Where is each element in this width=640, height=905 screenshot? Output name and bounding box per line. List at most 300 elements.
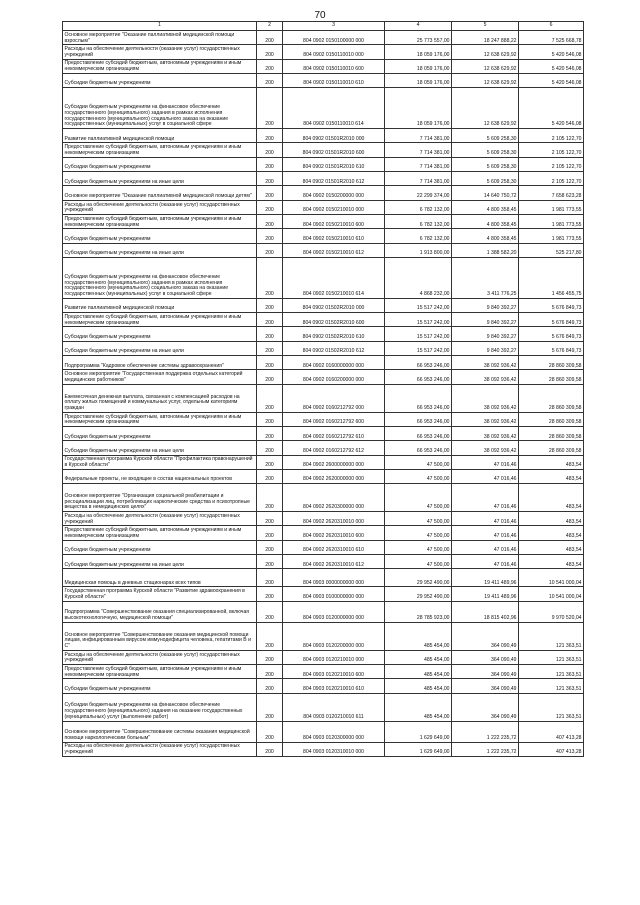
row-executed-cell: 12 638 629,92 (452, 73, 519, 87)
row-executed-cell: 9 840 392,27 (452, 313, 519, 327)
row-name-cell: Предоставление субсидий бюджетным, автономным учреждениям и иным некоммерческим организациям (63, 214, 257, 228)
row-approved-cell: 15 517 242,00 (385, 327, 452, 341)
row-code-cell: 200 (257, 172, 283, 186)
row-approved-cell: 66 953 246,00 (385, 384, 452, 412)
row-name-cell: Субсидии бюджетным учреждениям на финансовое обеспечение государственного (муниципального) задания в рамках исполнения государственного (муниципального) социального заказа на оказание государственных (муниципальных) услуг в социальной сфере (63, 257, 257, 298)
row-kbk-cell: 804 0902 01501R2010 610 (283, 157, 385, 171)
row-kbk-cell: 804 0902 01501R2010 000 (283, 129, 385, 143)
row-approved-cell: 47 500,00 (385, 526, 452, 540)
table-row (63, 441, 584, 455)
row-approved-cell: 47 500,00 (385, 455, 452, 469)
row-code-cell: 200 (257, 45, 283, 59)
row-executed-cell: 38 092 936,42 (452, 441, 519, 455)
row-remaining-cell: 7 658 623,28 (519, 186, 584, 200)
row-name-cell: Предоставление субсидий бюджетным, автономным учреждениям и иным некоммерческим организациям (63, 143, 257, 157)
row-executed-cell: 47 016,46 (452, 540, 519, 554)
row-kbk-cell: 804 0903 0120300000 000 (283, 721, 385, 742)
table-row (63, 214, 584, 228)
row-remaining-cell: 483,54 (519, 484, 584, 512)
row-remaining-cell: 7 525 668,78 (519, 31, 584, 45)
table-row (63, 298, 584, 312)
table-row (63, 601, 584, 622)
row-remaining-cell: 5 420 546,08 (519, 73, 584, 87)
table-row (63, 569, 584, 587)
table-row (63, 469, 584, 483)
row-approved-cell: 18 059 176,00 (385, 59, 452, 73)
row-remaining-cell: 483,54 (519, 455, 584, 469)
row-code-cell: 200 (257, 129, 283, 143)
row-executed-cell: 1 222 235,72 (452, 742, 519, 756)
row-kbk-cell: 804 0902 0150210010 600 (283, 214, 385, 228)
row-executed-cell: 4 800 358,45 (452, 229, 519, 243)
table-row (63, 679, 584, 693)
row-code-cell: 200 (257, 341, 283, 355)
row-name-cell: Субсидии бюджетным учреждениям (63, 540, 257, 554)
row-name-cell: Субсидии бюджетным учреждениям на финансовое обеспечение государственного (муниципального) задания на оказание государственных (муниципальных) услуг (выполнение работ) (63, 693, 257, 721)
row-name-cell: Расходы на обеспечение деятельности (оказание услуг) государственных учреждений (63, 512, 257, 526)
table-row (63, 172, 584, 186)
table-header-row (63, 22, 584, 31)
row-name-cell: Основное мероприятие "Оказание паллиативной медицинской помощи детям" (63, 186, 257, 200)
row-remaining-cell: 121 363,51 (519, 650, 584, 664)
row-kbk-cell: 804 0902 01502R2010 612 (283, 341, 385, 355)
table-row (63, 526, 584, 540)
row-name-cell: Государственная программа Курской области "Развитие здравоохранения в Курской области" (63, 587, 257, 601)
row-code-cell: 200 (257, 327, 283, 341)
row-remaining-cell: 2 105 122,70 (519, 157, 584, 171)
table-row (63, 540, 584, 554)
table-row (63, 243, 584, 257)
row-remaining-cell: 5 420 546,08 (519, 88, 584, 129)
row-kbk-cell: 804 0902 01501R2010 612 (283, 172, 385, 186)
row-name-cell: Основное мероприятие "Совершенствование оказания медицинской помощи лицам, инфицированным вирусом иммунодефицита человека, гепатитами B и C" (63, 622, 257, 650)
row-code-cell: 200 (257, 650, 283, 664)
row-remaining-cell: 5 420 546,08 (519, 45, 584, 59)
row-code-cell: 200 (257, 257, 283, 298)
row-remaining-cell: 5 676 849,73 (519, 298, 584, 312)
header-cell: 4 (385, 22, 452, 31)
row-executed-cell: 38 092 936,42 (452, 370, 519, 384)
row-remaining-cell: 28 860 309,58 (519, 384, 584, 412)
row-name-cell: Расходы на обеспечение деятельности (оказание услуг) государственных учреждений (63, 742, 257, 756)
row-executed-cell: 12 638 629,92 (452, 88, 519, 129)
row-approved-cell: 28 785 923,00 (385, 601, 452, 622)
row-kbk-cell: 804 0902 2620000000 000 (283, 469, 385, 483)
row-kbk-cell: 804 0902 0150210010 610 (283, 229, 385, 243)
row-executed-cell: 47 016,46 (452, 469, 519, 483)
row-executed-cell: 9 840 392,27 (452, 341, 519, 355)
row-approved-cell: 29 952 490,00 (385, 587, 452, 601)
budget-table (62, 21, 584, 757)
row-name-cell: Государственная программа Курской области "Профилактика правонарушений в Курской области" (63, 455, 257, 469)
row-remaining-cell: 1 981 773,55 (519, 214, 584, 228)
row-name-cell: Предоставление субсидий бюджетным, автономным учреждениям и иным некоммерческим организациям (63, 664, 257, 678)
row-name-cell: Ежемесячная денежная выплата, связанная с компенсацией расходов на оплату жилых помещений и коммунальных услуг, отдельным категориям граждан (63, 384, 257, 412)
row-remaining-cell: 483,54 (519, 540, 584, 554)
row-approved-cell: 66 953 246,00 (385, 441, 452, 455)
row-code-cell: 200 (257, 484, 283, 512)
row-code-cell: 200 (257, 412, 283, 426)
row-code-cell: 200 (257, 742, 283, 756)
row-executed-cell: 47 016,46 (452, 484, 519, 512)
row-approved-cell: 4 868 232,00 (385, 257, 452, 298)
row-executed-cell: 364 090,49 (452, 679, 519, 693)
row-approved-cell: 7 714 381,00 (385, 157, 452, 171)
row-approved-cell: 485 454,00 (385, 679, 452, 693)
row-kbk-cell: 804 0903 0120210010 000 (283, 650, 385, 664)
row-approved-cell: 29 952 490,00 (385, 569, 452, 587)
row-code-cell: 200 (257, 59, 283, 73)
row-code-cell: 200 (257, 229, 283, 243)
row-remaining-cell: 28 860 309,58 (519, 441, 584, 455)
row-remaining-cell: 5 676 849,73 (519, 341, 584, 355)
row-name-cell: Субсидии бюджетным учреждениям (63, 327, 257, 341)
row-approved-cell: 66 953 246,00 (385, 356, 452, 370)
row-executed-cell: 47 016,46 (452, 526, 519, 540)
table-row (63, 257, 584, 298)
table-row (63, 455, 584, 469)
row-code-cell: 200 (257, 426, 283, 440)
row-approved-cell: 15 517 242,00 (385, 313, 452, 327)
row-approved-cell: 22 299 374,00 (385, 186, 452, 200)
row-kbk-cell: 804 0902 0160000000 000 (283, 356, 385, 370)
row-kbk-cell: 804 0902 0160200000 000 (283, 370, 385, 384)
row-code-cell: 200 (257, 31, 283, 45)
row-code-cell: 200 (257, 469, 283, 483)
table-row (63, 73, 584, 87)
row-executed-cell: 47 016,46 (452, 555, 519, 569)
row-executed-cell: 364 090,49 (452, 693, 519, 721)
row-kbk-cell: 804 0902 2620300000 000 (283, 484, 385, 512)
row-executed-cell: 47 016,46 (452, 512, 519, 526)
header-cell: 5 (452, 22, 519, 31)
row-name-cell: Субсидии бюджетным учреждениям (63, 229, 257, 243)
row-remaining-cell: 121 363,51 (519, 622, 584, 650)
table-row (63, 88, 584, 129)
row-code-cell: 200 (257, 143, 283, 157)
row-name-cell: Субсидии бюджетным учреждениям на иные цели (63, 555, 257, 569)
row-executed-cell: 9 840 392,27 (452, 327, 519, 341)
row-remaining-cell: 121 363,51 (519, 664, 584, 678)
row-executed-cell: 364 090,49 (452, 664, 519, 678)
row-approved-cell: 6 782 132,00 (385, 200, 452, 214)
row-remaining-cell: 121 363,51 (519, 693, 584, 721)
row-approved-cell: 47 500,00 (385, 469, 452, 483)
row-kbk-cell: 804 0902 2620310010 612 (283, 555, 385, 569)
table-row (63, 229, 584, 243)
row-name-cell: Основное мероприятие "Совершенствование системы оказания медицинской помощи наркологическим больным" (63, 721, 257, 742)
table-row (63, 200, 584, 214)
row-code-cell: 200 (257, 384, 283, 412)
row-kbk-cell: 804 0902 2620310010 600 (283, 526, 385, 540)
row-kbk-cell: 804 0902 0150210010 612 (283, 243, 385, 257)
row-code-cell: 200 (257, 622, 283, 650)
header-cell: 3 (283, 22, 385, 31)
row-name-cell: Субсидии бюджетным учреждениям (63, 73, 257, 87)
row-name-cell: Предоставление субсидий бюджетным, автономным учреждениям и иным некоммерческим организациям (63, 59, 257, 73)
row-executed-cell: 5 609 258,30 (452, 172, 519, 186)
row-kbk-cell: 804 0902 2600000000 000 (283, 455, 385, 469)
table-row (63, 157, 584, 171)
row-code-cell: 200 (257, 88, 283, 129)
row-approved-cell: 6 782 132,00 (385, 229, 452, 243)
row-name-cell: Предоставление субсидий бюджетным, автономным учреждениям и иным некоммерческим организациям (63, 412, 257, 426)
row-name-cell: Основное мероприятие "Оказание паллиативной медицинской помощи взрослым" (63, 31, 257, 45)
row-executed-cell: 9 840 392,27 (452, 298, 519, 312)
row-remaining-cell: 28 860 309,58 (519, 412, 584, 426)
row-code-cell: 200 (257, 214, 283, 228)
row-name-cell: Расходы на обеспечение деятельности (оказание услуг) государственных учреждений (63, 200, 257, 214)
row-remaining-cell: 2 105 122,70 (519, 129, 584, 143)
table-row (63, 313, 584, 327)
row-name-cell: Основное мероприятие "Организация социальной реабилитации и ресоциализации лиц, потребляющих наркотические средства и психотропные вещества в немедицинских целях" (63, 484, 257, 512)
row-kbk-cell: 804 0902 0150210010 614 (283, 257, 385, 298)
row-approved-cell: 7 714 381,00 (385, 172, 452, 186)
row-approved-cell: 6 782 132,00 (385, 214, 452, 228)
row-code-cell: 200 (257, 441, 283, 455)
row-code-cell: 200 (257, 587, 283, 601)
row-executed-cell: 5 609 258,30 (452, 129, 519, 143)
table-row (63, 45, 584, 59)
row-kbk-cell: 804 0902 01501R2010 600 (283, 143, 385, 157)
row-approved-cell: 485 454,00 (385, 650, 452, 664)
row-code-cell: 200 (257, 455, 283, 469)
table-row (63, 693, 584, 721)
row-code-cell: 200 (257, 512, 283, 526)
header-cell: 2 (257, 22, 283, 31)
page-number: 70 (314, 10, 326, 21)
row-executed-cell: 38 092 936,42 (452, 426, 519, 440)
table-row (63, 341, 584, 355)
row-kbk-cell: 804 0902 0160212792 600 (283, 412, 385, 426)
row-approved-cell: 15 517 242,00 (385, 341, 452, 355)
row-executed-cell: 18 815 402,96 (452, 601, 519, 622)
row-kbk-cell: 804 0903 0120310010 000 (283, 742, 385, 756)
table-row (63, 742, 584, 756)
row-executed-cell: 14 640 750,72 (452, 186, 519, 200)
row-kbk-cell: 804 0902 0160212792 610 (283, 426, 385, 440)
row-approved-cell: 15 517 242,00 (385, 298, 452, 312)
row-code-cell: 200 (257, 679, 283, 693)
row-code-cell: 200 (257, 313, 283, 327)
table-row (63, 650, 584, 664)
table-row (63, 59, 584, 73)
table-row (63, 412, 584, 426)
header-cell: 1 (63, 22, 257, 31)
row-kbk-cell: 804 0902 0160212792 000 (283, 384, 385, 412)
row-name-cell: Предоставление субсидий бюджетным, автономным учреждениям и иным некоммерческим организациям (63, 313, 257, 327)
table-row (63, 555, 584, 569)
row-executed-cell: 4 800 358,45 (452, 200, 519, 214)
row-executed-cell: 364 090,49 (452, 622, 519, 650)
row-remaining-cell: 28 860 309,58 (519, 370, 584, 384)
row-approved-cell: 66 953 246,00 (385, 370, 452, 384)
row-remaining-cell: 2 105 122,70 (519, 172, 584, 186)
row-kbk-cell: 804 0903 0120000000 000 (283, 601, 385, 622)
row-approved-cell: 25 773 557,00 (385, 31, 452, 45)
row-code-cell: 200 (257, 356, 283, 370)
row-executed-cell: 1 222 235,72 (452, 721, 519, 742)
table-row (63, 143, 584, 157)
table-row (63, 186, 584, 200)
row-remaining-cell: 9 970 520,04 (519, 601, 584, 622)
row-code-cell: 200 (257, 721, 283, 742)
row-kbk-cell: 804 0903 0120210010 611 (283, 693, 385, 721)
row-name-cell: Развитие паллиативной медицинской помощи (63, 298, 257, 312)
row-executed-cell: 364 090,49 (452, 650, 519, 664)
row-approved-cell: 18 059 176,00 (385, 73, 452, 87)
row-remaining-cell: 5 420 546,08 (519, 59, 584, 73)
row-approved-cell: 1 629 649,00 (385, 742, 452, 756)
row-remaining-cell: 407 413,28 (519, 742, 584, 756)
row-kbk-cell: 804 0903 0120210010 600 (283, 664, 385, 678)
row-executed-cell: 3 411 776,25 (452, 257, 519, 298)
row-approved-cell: 66 953 246,00 (385, 412, 452, 426)
row-kbk-cell: 804 0902 0150100000 000 (283, 31, 385, 45)
row-kbk-cell: 804 0902 0150110010 614 (283, 88, 385, 129)
row-kbk-cell: 804 0902 01502R2010 600 (283, 313, 385, 327)
table-row (63, 327, 584, 341)
row-approved-cell: 485 454,00 (385, 693, 452, 721)
row-name-cell: Расходы на обеспечение деятельности (оказание услуг) государственных учреждений (63, 650, 257, 664)
row-approved-cell: 1 913 800,00 (385, 243, 452, 257)
table-row (63, 587, 584, 601)
row-executed-cell: 1 388 582,20 (452, 243, 519, 257)
row-remaining-cell: 5 676 849,73 (519, 327, 584, 341)
row-name-cell: Предоставление субсидий бюджетным, автономным учреждениям и иным некоммерческим организациям (63, 526, 257, 540)
row-kbk-cell: 804 0903 0120210010 610 (283, 679, 385, 693)
row-approved-cell: 47 500,00 (385, 484, 452, 512)
row-remaining-cell: 407 413,28 (519, 721, 584, 742)
row-remaining-cell: 10 541 000,04 (519, 569, 584, 587)
row-remaining-cell: 525 217,80 (519, 243, 584, 257)
row-remaining-cell: 483,54 (519, 469, 584, 483)
row-name-cell: Подпрограмма "Совершенствование оказания специализированной, включая высокотехнологичную, медицинской помощи" (63, 601, 257, 622)
row-kbk-cell: 804 0902 2620310010 610 (283, 540, 385, 554)
row-kbk-cell: 804 0902 0150110010 600 (283, 59, 385, 73)
row-name-cell: Субсидии бюджетным учреждениям (63, 679, 257, 693)
row-approved-cell: 47 500,00 (385, 512, 452, 526)
row-approved-cell: 47 500,00 (385, 555, 452, 569)
table-row (63, 484, 584, 512)
row-kbk-cell: 804 0902 01502R2010 610 (283, 327, 385, 341)
row-executed-cell: 12 638 629,92 (452, 59, 519, 73)
row-kbk-cell: 804 0902 0150200000 000 (283, 186, 385, 200)
row-name-cell: Субсидии бюджетным учреждениям на иные цели (63, 172, 257, 186)
row-approved-cell: 485 454,00 (385, 622, 452, 650)
row-name-cell: Субсидии бюджетным учреждениям (63, 157, 257, 171)
row-executed-cell: 47 016,46 (452, 455, 519, 469)
row-remaining-cell: 1 456 455,75 (519, 257, 584, 298)
row-remaining-cell: 1 981 773,55 (519, 229, 584, 243)
row-executed-cell: 19 411 489,96 (452, 587, 519, 601)
row-code-cell: 200 (257, 73, 283, 87)
row-name-cell: Основное мероприятие "Государственная поддержка отдельных категорий медицинских работников" (63, 370, 257, 384)
row-name-cell: Подпрограмма "Кадровое обеспечение системы здравоохранения" (63, 356, 257, 370)
row-code-cell: 200 (257, 370, 283, 384)
row-approved-cell: 47 500,00 (385, 540, 452, 554)
row-remaining-cell: 28 860 309,58 (519, 356, 584, 370)
row-name-cell: Расходы на обеспечение деятельности (оказание услуг) государственных учреждений (63, 45, 257, 59)
table-row (63, 721, 584, 742)
row-approved-cell: 485 454,00 (385, 664, 452, 678)
row-code-cell: 200 (257, 693, 283, 721)
row-name-cell: Субсидии бюджетным учреждениям на иные цели (63, 341, 257, 355)
row-remaining-cell: 2 105 122,70 (519, 143, 584, 157)
row-remaining-cell: 121 363,51 (519, 679, 584, 693)
row-code-cell: 200 (257, 200, 283, 214)
row-kbk-cell: 804 0903 0120200000 000 (283, 622, 385, 650)
row-name-cell: Медицинская помощь в дневных стационарах всех типов (63, 569, 257, 587)
table-row (63, 622, 584, 650)
row-kbk-cell: 804 0902 2620310010 000 (283, 512, 385, 526)
row-executed-cell: 12 638 629,92 (452, 45, 519, 59)
row-remaining-cell: 483,54 (519, 512, 584, 526)
row-executed-cell: 5 609 258,30 (452, 157, 519, 171)
row-kbk-cell: 804 0902 0150110010 610 (283, 73, 385, 87)
row-code-cell: 200 (257, 186, 283, 200)
row-approved-cell: 18 059 176,00 (385, 45, 452, 59)
row-name-cell: Субсидии бюджетным учреждениям (63, 426, 257, 440)
row-name-cell: Субсидии бюджетным учреждениям на иные цели (63, 441, 257, 455)
row-code-cell: 200 (257, 540, 283, 554)
row-executed-cell: 4 800 358,45 (452, 214, 519, 228)
row-remaining-cell: 1 981 773,55 (519, 200, 584, 214)
row-approved-cell: 66 953 246,00 (385, 426, 452, 440)
row-remaining-cell: 28 860 309,58 (519, 426, 584, 440)
row-name-cell: Субсидии бюджетным учреждениям на финансовое обеспечение государственного (муниципального) задания в рамках исполнения государственного (муниципального) социального заказа на оказание государственных (муниципальных) услуг в социальной сфере (63, 88, 257, 129)
row-code-cell: 200 (257, 243, 283, 257)
table-row (63, 356, 584, 370)
row-executed-cell: 19 411 489,96 (452, 569, 519, 587)
table-row (63, 31, 584, 45)
row-kbk-cell: 804 0902 0150210010 000 (283, 200, 385, 214)
row-approved-cell: 1 629 649,00 (385, 721, 452, 742)
row-code-cell: 200 (257, 298, 283, 312)
row-executed-cell: 5 609 258,30 (452, 143, 519, 157)
row-executed-cell: 38 092 936,42 (452, 412, 519, 426)
row-code-cell: 200 (257, 664, 283, 678)
row-code-cell: 200 (257, 555, 283, 569)
header-cell: 6 (519, 22, 584, 31)
row-kbk-cell: 804 0902 01502R2010 000 (283, 298, 385, 312)
row-remaining-cell: 5 676 849,73 (519, 313, 584, 327)
row-executed-cell: 18 247 888,22 (452, 31, 519, 45)
table-row (63, 426, 584, 440)
row-approved-cell: 18 059 176,00 (385, 88, 452, 129)
row-remaining-cell: 483,54 (519, 526, 584, 540)
table-row (63, 370, 584, 384)
row-kbk-cell: 804 0902 0150110010 000 (283, 45, 385, 59)
row-code-cell: 200 (257, 569, 283, 587)
table-row (63, 664, 584, 678)
row-code-cell: 200 (257, 526, 283, 540)
table-row (63, 512, 584, 526)
row-kbk-cell: 804 0903 0100000000 000 (283, 587, 385, 601)
row-approved-cell: 7 714 381,00 (385, 129, 452, 143)
table-row (63, 384, 584, 412)
row-name-cell: Федеральные проекты, не входящие в состав национальных проектов (63, 469, 257, 483)
row-kbk-cell: 804 0903 0000000000 000 (283, 569, 385, 587)
row-approved-cell: 7 714 381,00 (385, 143, 452, 157)
row-executed-cell: 38 092 936,42 (452, 356, 519, 370)
row-code-cell: 200 (257, 157, 283, 171)
table-row (63, 129, 584, 143)
row-remaining-cell: 483,54 (519, 555, 584, 569)
row-code-cell: 200 (257, 601, 283, 622)
row-name-cell: Развитие паллиативной медицинской помощи (63, 129, 257, 143)
row-remaining-cell: 10 541 000,04 (519, 587, 584, 601)
